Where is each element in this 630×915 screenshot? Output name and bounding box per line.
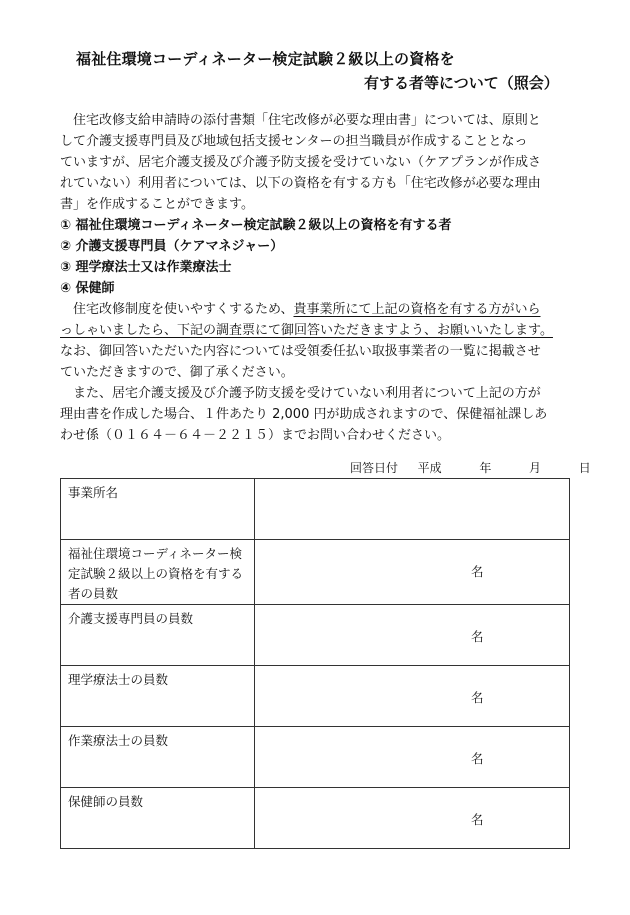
qualification-item: ② 介護支援専門員（ケアマネジャー） <box>60 239 284 254</box>
qualification-item: ④ 保健師 <box>60 281 115 296</box>
table-row <box>61 605 570 666</box>
row-label: 保健師の員数 <box>61 788 255 849</box>
intro-line: 住宅改修支給申請時の添付書類「住宅改修が必要な理由書」については、原則と <box>73 113 541 128</box>
request-line <box>60 299 574 320</box>
qualification-item: ① 福祉住環境コーディネーター検定試験２級以上の資格を有する者 <box>60 218 452 233</box>
unit-label: 名 <box>471 751 484 766</box>
table-row <box>61 788 570 849</box>
qualification-item: ③ 理学療法士又は作業療法士 <box>60 260 232 275</box>
document-title-line1: 福祉住環境コーディネーター検定試験２級以上の資格を <box>76 50 455 68</box>
document-body <box>60 110 574 446</box>
answer-date <box>350 459 591 476</box>
table-row <box>61 479 570 540</box>
intro-line: ていますが、居宅介護支援及び介護予防支援を受けていない（ケアプランが作成さ <box>60 155 542 170</box>
row-label: 理学療法士の員数 <box>61 666 255 727</box>
table-row <box>61 666 570 727</box>
answer-date-year: 年 <box>479 461 492 475</box>
office-name-field[interactable] <box>255 479 570 540</box>
subsidy-line: また、居宅介護支援及び介護予防支援を受けていない利用者について上記の方が <box>73 386 541 401</box>
intro-line: して介護支援専門員及び地域包括支援センターの担当職員が作成することとなっ <box>60 134 528 149</box>
unit-label: 名 <box>471 812 484 827</box>
unit-label: 名 <box>471 564 484 579</box>
unit-label: 名 <box>471 629 484 644</box>
unit-label: 名 <box>471 690 484 705</box>
request-line: なお、御回答いただいた内容については受領委任払い取扱事業者の一覧に掲載させ <box>60 344 541 359</box>
coordinator-count-field[interactable] <box>255 540 570 605</box>
table-row <box>61 727 570 788</box>
public-health-nurse-count-field[interactable] <box>255 788 570 849</box>
intro-line: れていない）利用者については、以下の資格を有する方も「住宅改修が必要な理由 <box>60 176 541 191</box>
row-label: 福祉住環境コーディネーター検定試験２級以上の資格を有する者の員数 <box>61 540 255 605</box>
subsidy-line: わせ係（０１６４－６４－２２１５）までお問い合わせください。 <box>60 428 451 443</box>
request-underlined-text: っしゃいましたら、下記の調査票にて御回答いただきますよう、お願いいたします。 <box>60 323 553 338</box>
care-manager-count-field[interactable] <box>255 605 570 666</box>
intro-line: 書」を作成することができます。 <box>60 197 254 212</box>
physical-therapist-count-field[interactable] <box>255 666 570 727</box>
document-title-line2: 有する者等について（照会） <box>364 74 559 92</box>
request-text: 住宅改修制度を使いやすくするため、 <box>73 302 294 317</box>
row-label: 事業所名 <box>61 479 255 540</box>
answer-date-month: 月 <box>529 461 542 475</box>
answer-date-day: 日 <box>578 461 591 475</box>
row-label: 介護支援専門員の員数 <box>61 605 255 666</box>
answer-date-label: 回答日付 <box>350 461 399 475</box>
request-underlined-text: 貴事業所にて上記の資格を有する方がいら <box>293 302 541 317</box>
row-label: 作業療法士の員数 <box>61 727 255 788</box>
subsidy-line: 理由書を作成した場合、１件あたり 2,000 円が助成されますので、保健福祉課しあ <box>60 407 548 422</box>
occupational-therapist-count-field[interactable] <box>255 727 570 788</box>
survey-table <box>60 478 570 849</box>
answer-date-era: 平成 <box>417 461 442 475</box>
request-line: ていただきますので、御了承ください。 <box>60 365 294 380</box>
request-line <box>60 320 574 341</box>
table-row <box>61 540 570 605</box>
